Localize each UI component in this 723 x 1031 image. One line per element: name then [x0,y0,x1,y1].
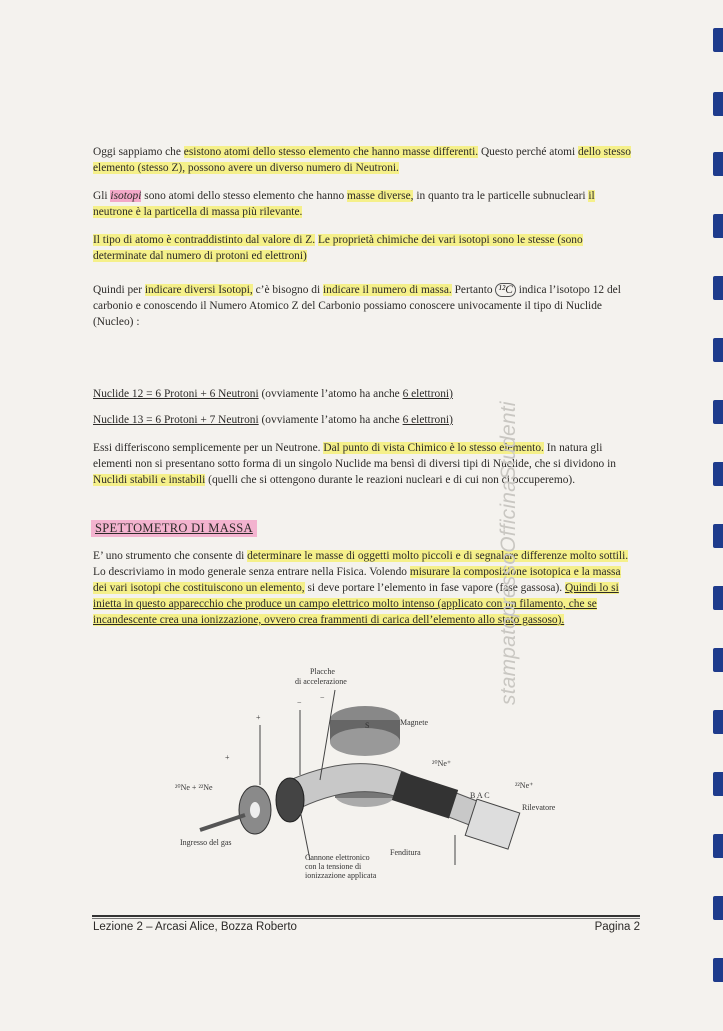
paragraph-atom-type [93,232,633,264]
label-gun-3: ionizzazione applicata [305,871,377,880]
text: In natura gli elementi non si presentano sotto forma di un singolo Nuclide ma bensì di diversi tipi di Nuclide, che si dividono in [93,442,616,470]
highlight: masse diverse, [347,190,414,202]
highlight-underlined: Quindi lo si inietta in questo apparecchio che produce un campo elettrico molto intenso (applicato con un filamento, che se incandescente crea una ionizzazione, ovvero crea frammenti di carica dell’elemento allo stato gassoso). [93,582,619,626]
nuclide-13-formula: Nuclide 13 = 6 Protoni + 7 Neutroni [93,414,259,426]
bleed-through-mark [110,30,117,56]
footer-authors: Lezione 2 – Arcasi Alice, Bozza Roberto [93,921,297,933]
accel-plate-2 [276,778,304,822]
footer-rule [92,915,640,917]
label-slit: Fenditura [390,848,421,857]
text: Quindi per [93,284,145,296]
beam-channel [392,771,458,818]
highlight: Dal punto di vista Chimico è lo stesso elemento. [323,442,544,454]
text: sono atomi dello stesso elemento che hanno [141,190,348,202]
footer-rule-thin [92,918,640,919]
gas-inlet-pipe [200,815,245,830]
binder-tab [713,28,723,52]
label-gun-2: con la tensione di [305,862,362,871]
binder-tab [713,896,723,920]
label-minus-2: − [320,693,325,702]
highlight-pink: isotopi [110,190,142,202]
nuclide-12-line [93,386,633,402]
page-number: Pagina 2 [594,921,640,933]
binder-tab [713,834,723,858]
plate-hole [250,802,260,818]
nuclide-13-line [93,412,633,428]
carbon-12-symbol: ¹²C [495,283,515,297]
highlight: misurare la composizione isotopica e la massa dei vari isotopi che costituiscono un elemento, [93,566,621,594]
label-ne-right: ²²Ne⁺ [515,781,534,790]
text: (quelli che si ottengono durante le reazioni nucleari e di cui non ci occuperemo). [205,474,576,486]
label-plus-2: + [225,753,230,762]
binder-tab [713,772,723,796]
binder-tab [713,586,723,610]
highlight: Le proprietà chimiche dei vari isotopi sono le stesse (sono determinate dal numero di protoni ed elettroni) [93,234,583,262]
binder-tab [713,152,723,176]
text: Gli [93,190,111,202]
label-gas: Ingresso del gas [180,838,232,847]
binder-tab [713,214,723,238]
text: in quanto tra le particelle subnucleari [413,190,589,202]
highlight: indicare diversi Isotopi, [144,284,253,296]
watermark: stampatopressoOfficinaStudenti [497,401,520,705]
label-bac: B A C [470,791,490,800]
text: E’ uno strumento che consente di [93,550,248,562]
text: Pertanto [451,284,496,296]
paragraph-mass-number [93,282,633,330]
binder-tab [713,400,723,424]
text: Oggi sappiamo che [93,146,184,158]
electrons-note: 6 elettroni) [402,414,453,426]
text: (ovviamente l’atomo ha anche [258,388,403,400]
binder-tab [713,462,723,486]
binder-tab [713,958,723,982]
paragraph-isotopes-definition [93,188,633,220]
label-gun-1: Cannone elettronico [305,853,370,862]
binder-edge [701,0,723,1031]
paragraph-mass-spectrometer [93,548,633,628]
section-heading: SPETTOMETRO DI MASSA [91,520,257,537]
label-plates-2: di accelerazione [295,677,347,686]
highlight: determinare le masse di oggetti molto piccoli e di segnalare differenze molto sottili. [247,550,629,562]
binder-tab [713,524,723,548]
binder-tab [713,276,723,300]
highlight: esistono atomi dello stesso elemento che hanno masse differenti. [183,146,479,158]
highlight: Nuclidi stabili e instabili [93,474,206,486]
text: indica l’isotopo 12 del carbonio e conoscendo il Numero Atomico Z del Carbonio possiamo conoscere univocamente il tipo di Nuclide (Nucleo) : [93,284,621,328]
label-detector: Rilevatore [522,803,556,812]
text: Lo descriviamo in modo generale senza entrare nella Fisica. Volendo [93,566,410,578]
text: Questo perché atomi [478,146,579,158]
text: c’è bisogno di [252,284,323,296]
text: si deve portare l’elemento in fase vapore (fase gassosa). [304,582,565,594]
binder-tab [713,648,723,672]
label-minus-1: − [297,698,302,707]
highlight: indicare il numero di massa. [323,284,452,296]
paragraph-neutron-difference [93,440,633,488]
text: Essi differiscono semplicemente per un Neutrone. [93,442,324,454]
nuclide-12-formula: Nuclide 12 = 6 Protoni + 6 Neutroni [93,388,259,400]
text: (ovviamente l’atomo ha anche [258,414,403,426]
label-mix: ²⁰Ne + ²²Ne [175,783,213,792]
electrons-note: 6 elettroni) [402,388,453,400]
label-plates-1: Placche [310,667,335,676]
magnet-top-face [330,728,400,756]
binder-tab [713,710,723,734]
highlight: dello stesso elemento (stesso Z), possono avere un diverso numero di Neutroni. [93,146,631,174]
binder-tab [713,338,723,362]
label-s: S [365,721,370,730]
highlight: Il tipo di atomo è contraddistinto dal valore di Z. [93,234,316,246]
highlight: il neutrone è la particella di massa più rilevante. [93,190,595,218]
binder-tab [713,92,723,116]
label-ne-top: ²⁰Ne⁺ [432,759,452,768]
label-plus-1: + [256,713,261,722]
label-magnet: Magnete [400,718,428,727]
paragraph-isotopes-intro [93,144,633,176]
